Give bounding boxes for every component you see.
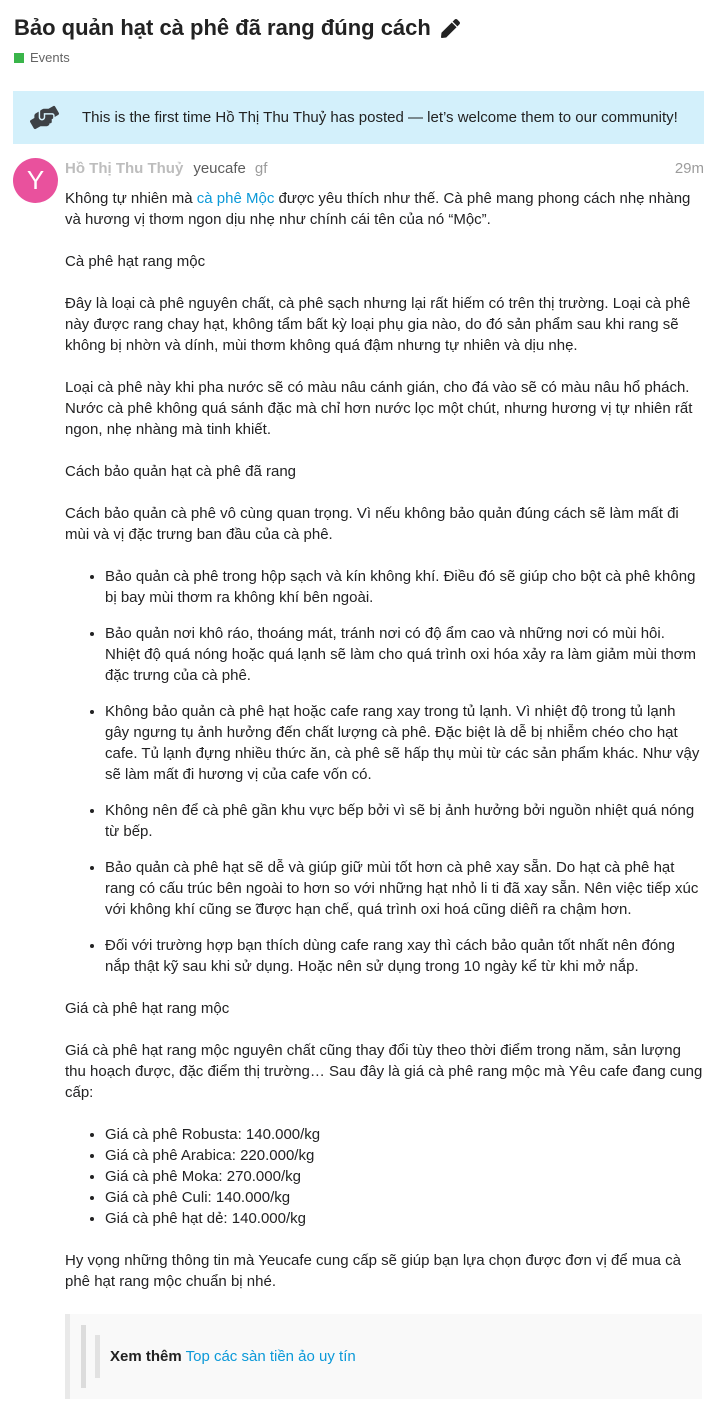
avatar[interactable]: Y: [13, 158, 58, 203]
paragraph-subhead-cach-bao-quan: Cách bảo quản hạt cà phê đã rang: [65, 463, 297, 480]
paragraph-intro: [65, 188, 703, 230]
list-item: • Không nên để cà phê gần khu vực bếp bởi vì sẽ bị ảnh hưởng bởi nguồn nhiệt quá nóng từ bếp.: [105, 800, 703, 842]
paragraph-closing: Hy vọng những thông tin mà Yeucafe cung cấp sẽ giúp bạn lựa chọn được đơn vị để mua cà phê hạt rang mộc chuẩn bị nhé.: [65, 1252, 682, 1290]
intro-text-pre: Không tự nhiên mà: [65, 190, 197, 207]
quote-label: Xem thêm: [110, 1348, 182, 1365]
list-item: • Giá cà phê hạt dẻ: 140.000/kg: [105, 1208, 703, 1229]
poster-tag-gf[interactable]: gf: [254, 160, 268, 177]
link-ca-phe-moc[interactable]: cà phê Mộc: [196, 190, 275, 207]
list-item: • Bảo quản nơi khô ráo, thoáng mát, tránh nơi có độ ẩm cao và những nơi có mùi hôi. Nhiệt độ quá nóng hoặc quá lạnh sẽ làm cho quá trình oxi hóa xảy ra làm giảm mùi thơm đặc trưng của cà phê.: [105, 623, 703, 686]
intro-text-post: được yêu thích như thế. Cà phê mang phong cách nhẹ nhàng và hương vị thơm ngon dịu nhẹ như chính cái tên của nó “Mộc”.: [65, 190, 691, 228]
paragraph-subhead-rang-moc: Cà phê hạt rang mộc: [65, 253, 206, 270]
paragraph-quan-trong: Cách bảo quản cà phê vô cùng quan trọng. Vì nếu không bảo quản đúng cách sẽ làm mất đi mùi và vị đặc trưng ban đầu của cà phê.: [65, 505, 679, 543]
list-item: • Đối với trường hợp bạn thích dùng cafe rang xay thì cách bảo quản tốt nhất nên đóng nắp thật kỹ sau khi sử dụng. Hoặc nên sử dụng trong 10 ngày kể từ khi mở nắp.: [105, 935, 703, 977]
first-post-welcome-banner: [13, 91, 704, 144]
quote-block: [65, 1314, 702, 1399]
topic-header: [0, 0, 717, 65]
list-item: • Giá cà phê Robusta: 140.000/kg: [105, 1124, 703, 1145]
paragraph-subhead-gia: Giá cà phê hạt rang mộc: [65, 1000, 230, 1017]
paragraph-nguyen-chat: Đây là loại cà phê nguyên chất, cà phê sạch nhưng lại rất hiếm có trên thị trường. Loại cà phê này được rang chay hạt, không tẩm bất kỳ loại phụ gia nào, do đó sản phẩm sau khi rang sẽ không bị nhờn và dính, mùi thơm không quá đậm nhưng tự nhiên và dịu nhẹ.: [65, 295, 691, 354]
handshake-icon: [30, 103, 59, 132]
list-item: • Không bảo quản cà phê hạt hoặc cafe rang xay trong tủ lạnh. Vì nhiệt độ trong tủ lạnh gây ngưng tụ ảnh hưởng đến chất lượng cà phê. Đặc biệt là dễ bị nhiễm chéo cho hạt cafe. Tủ lạnh đựng nhiều thức ăn, cà phê sẽ hấp thụ mùi từ các sản phẩm khác. Như vậy sẽ làm mất đi hương vị của cafe vốn có.: [105, 701, 703, 785]
list-item: • Bảo quản cà phê trong hộp sạch và kín không khí. Điều đó sẽ giúp cho bột cà phê không bị bay mùi thơm ra không khí bên ngoài.: [105, 566, 703, 608]
list-item: • Giá cà phê Arabica: 220.000/kg: [105, 1145, 703, 1166]
poster-tag-yeucafe[interactable]: yeucafe: [193, 160, 246, 177]
category-link-events[interactable]: Events: [30, 50, 70, 65]
post-main: [65, 158, 704, 1399]
topic-title: [14, 14, 703, 42]
paragraph-gia-intro: Giá cà phê hạt rang mộc nguyên chất cũng thay đổi tùy theo thời điểm trong năm, sản lượng thu hoạch được, đặc điểm thị trường… Sau đây là giá cà phê rang mộc mà Yêu cafe đang cung cấp:: [65, 1042, 703, 1101]
list-item: • Giá cà phê Moka: 270.000/kg: [105, 1166, 703, 1187]
category-row: [14, 50, 703, 65]
list-item: • Bảo quản cà phê hạt sẽ dễ và giúp giữ mùi tốt hơn cà phê xay sẵn. Do hạt cà phê hạt rang có cấu trúc bên ngoài to hơn so với những hạt nhỏ li ti đã xay sẵn. Nên việc tiếp xúc với không khí cũng se ̃được hạn chế, quá trình oxi hoá cũng diêñ ra chậm hơn.: [105, 857, 703, 920]
welcome-banner-text: This is the first time Hồ Thị Thu Thuỷ has posted — let’s welcome them to our community!: [82, 108, 678, 126]
edit-pencil-icon[interactable]: [441, 19, 460, 38]
quote-line: [110, 1346, 702, 1367]
quote-outer: [81, 1325, 702, 1388]
bottom-spacer: [0, 1399, 717, 1417]
post-meta: [65, 158, 704, 177]
storage-tips-list: [65, 566, 703, 977]
category-color-square: [14, 53, 24, 63]
post: [13, 158, 704, 1399]
post-timestamp[interactable]: 29m: [674, 160, 704, 177]
paragraph-mau-nau: Loại cà phê này khi pha nước sẽ có màu nâu cánh gián, cho đá vào sẽ có màu nâu hổ phách. Nước cà phê không quá sánh đặc mà chỉ hơn nước lọc một chút, nhưng hương vị tự nhiên rất ngon, nhẹ nhàng mà tinh khiết.: [65, 379, 693, 438]
topic-title-text: Bảo quản hạt cà phê đã rang đúng cách: [14, 15, 431, 40]
quote-link-tien-ao[interactable]: Top các sàn tiền ảo uy tín: [185, 1348, 356, 1365]
post-body: [65, 188, 704, 1399]
list-item: • Giá cà phê Culi: 140.000/kg: [105, 1187, 703, 1208]
quote-inner: [95, 1335, 702, 1378]
poster-username[interactable]: Hồ Thị Thu Thuỷ: [65, 160, 184, 177]
price-list: [65, 1124, 703, 1229]
